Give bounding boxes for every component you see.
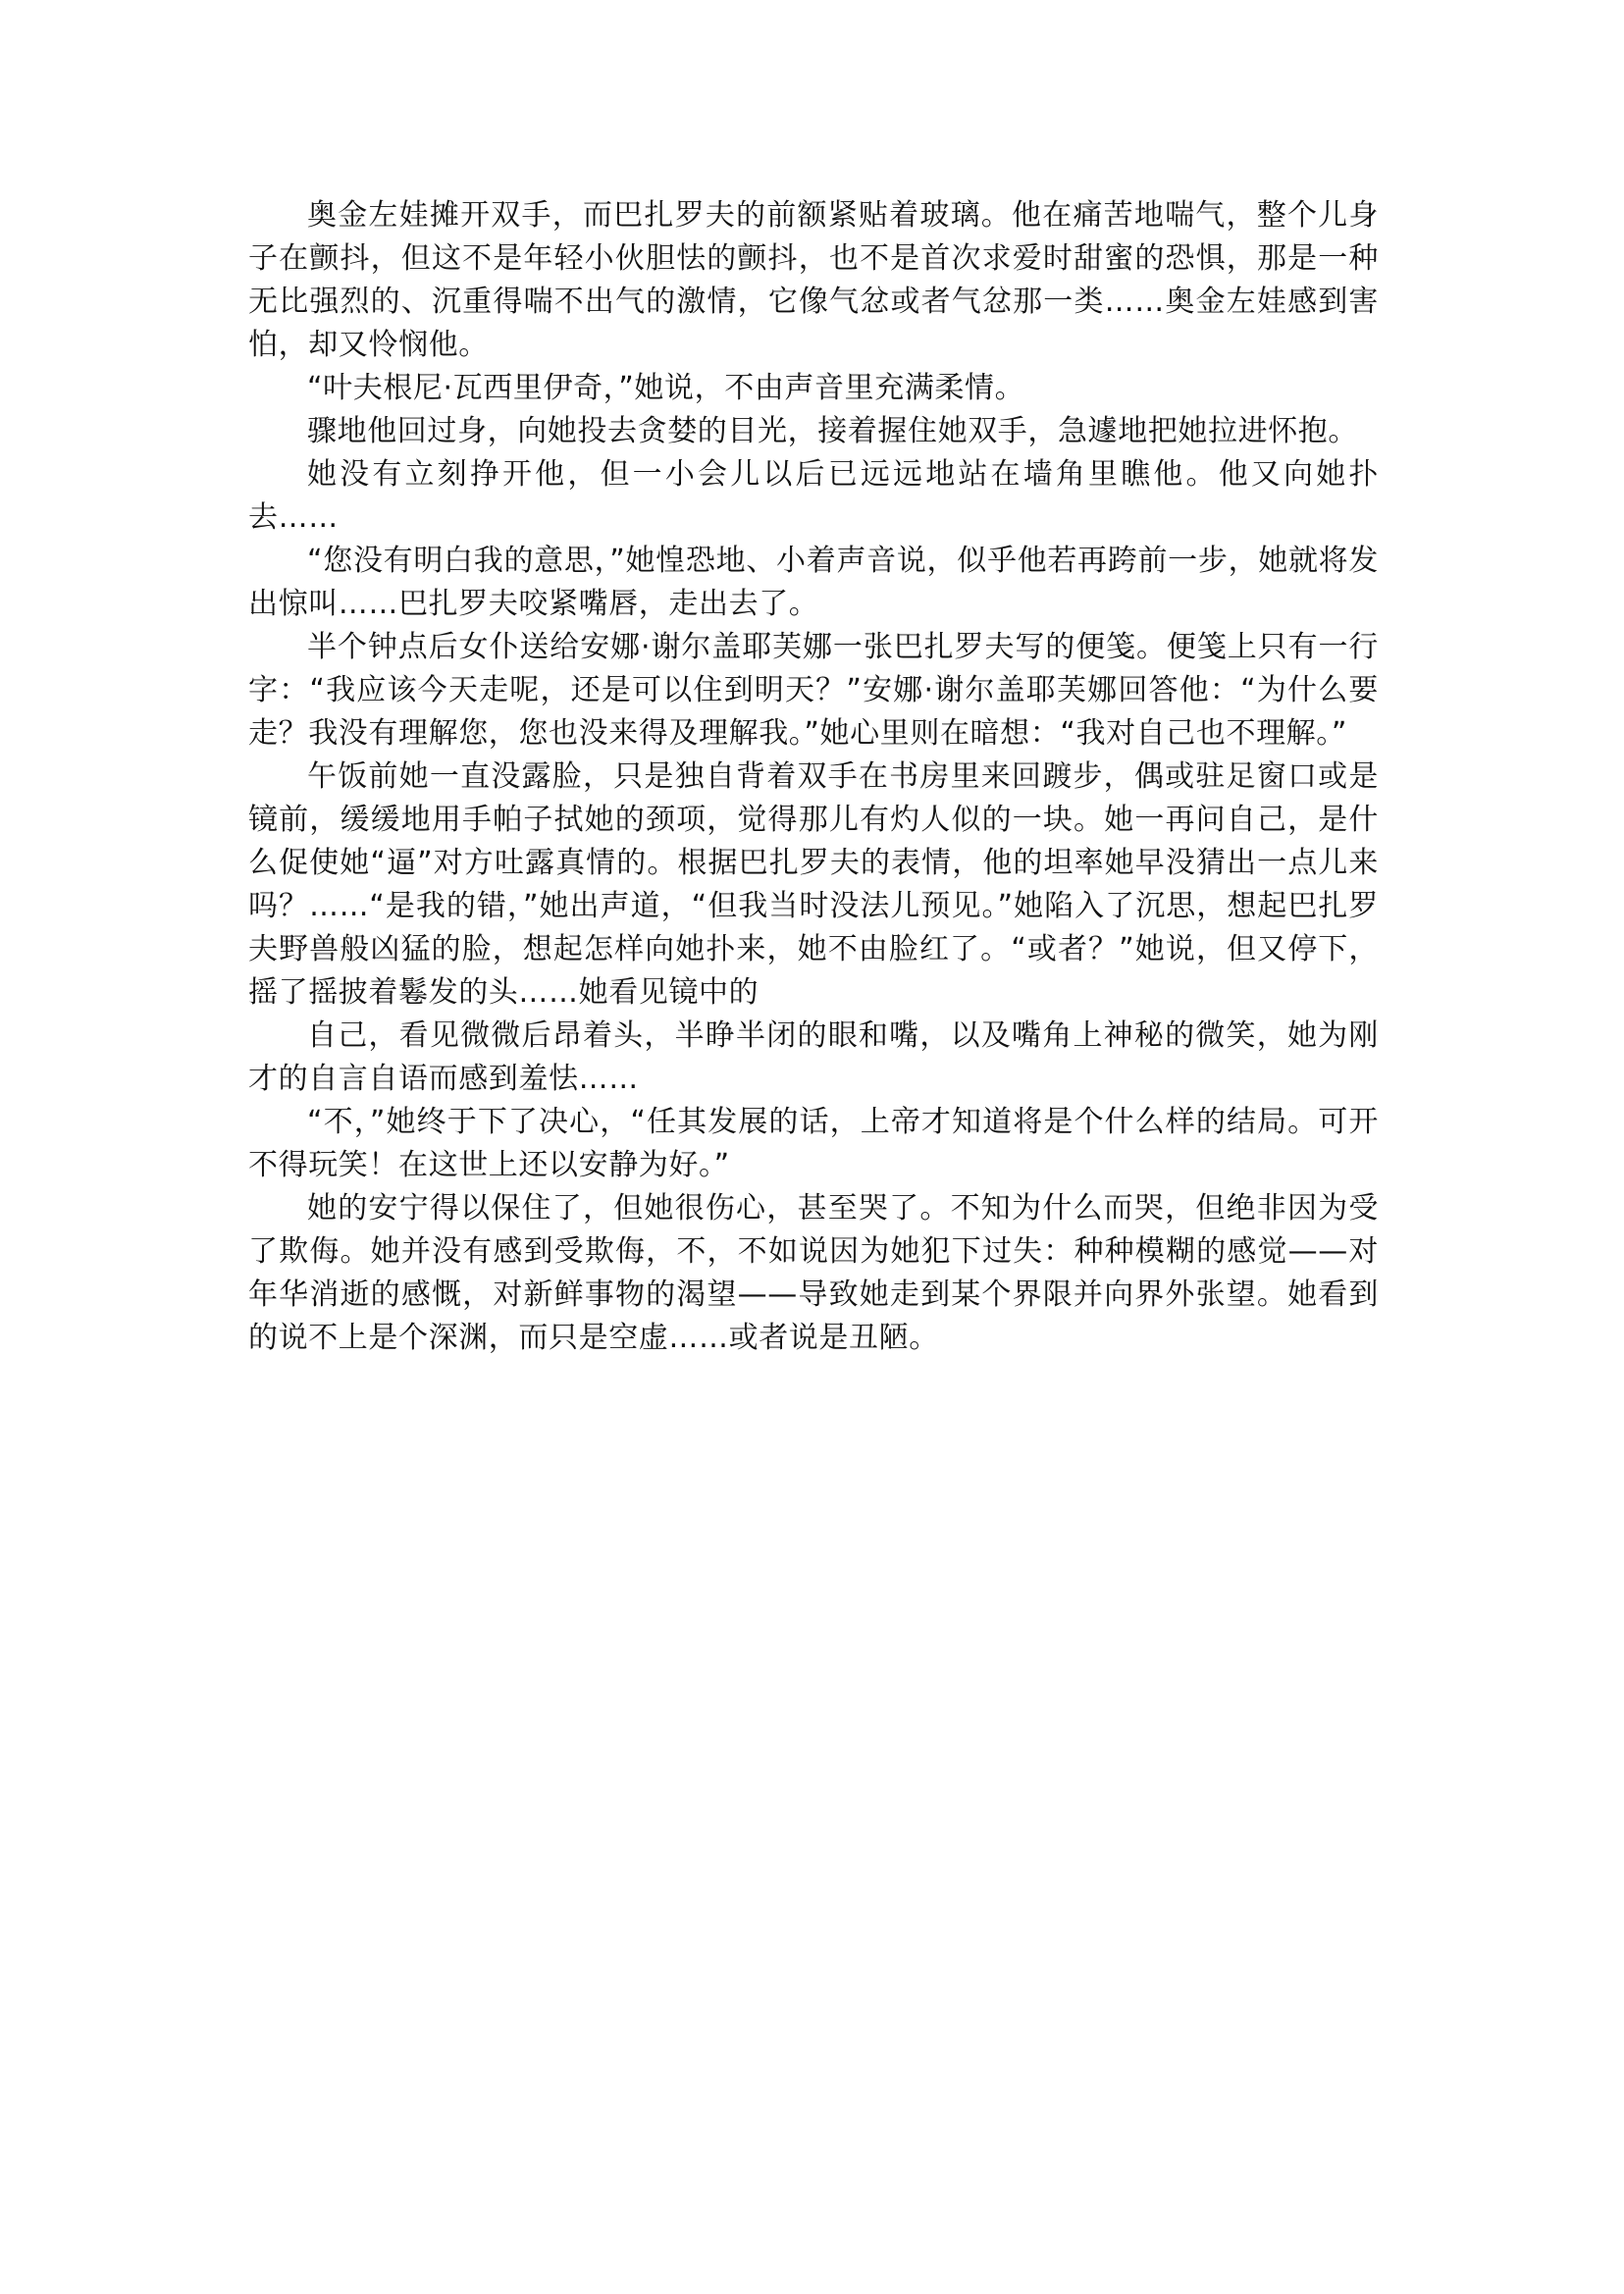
paragraph: 她的安宁得以保住了，但她很伤心，甚至哭了。不知为什么而哭，但绝非因为受了欺侮。她并没有感到受欺侮，不，不如说因为她犯下过失：种种模糊的感觉——对年华消逝的感慨，对新鲜事物的渴望——导致她走到某个界限并向界外张望。她看到的说不上是个深渊，而只是空虚……或者说是丑陋。 xyxy=(248,1191,1379,1355)
paragraph: “不，”她终于下了决心，“任其发展的话，上帝才知道将是个什么样的结局。可开不得玩笑！在这世上还以安静为好。” xyxy=(248,1105,1379,1182)
paragraph: 半个钟点后女仆送给安娜·谢尔盖耶芙娜一张巴扎罗夫写的便笺。便笺上只有一行字：“我应该今天走呢，还是可以住到明天？”安娜·谢尔盖耶芙娜回答他：“为什么要走？我没有理解您，您也没来得及理解我。”她心里则在暗想：“我对自己也不理解。” xyxy=(248,630,1379,751)
paragraph: 她没有立刻挣开他，但一小会儿以后已远远地站在墙角里瞧他。他又向她扑去…… xyxy=(248,457,1379,535)
paragraph: 自己，看见微微后昂着头，半睁半闭的眼和嘴，以及嘴角上神秘的微笑，她为刚才的自言自语而感到羞怯…… xyxy=(248,1018,1379,1096)
paragraph: 奥金左娃摊开双手，而巴扎罗夫的前额紧贴着玻璃。他在痛苦地喘气，整个儿身子在颤抖，但这不是年轻小伙胆怯的颤抖，也不是首次求爱时甜蜜的恐惧，那是一种无比强烈的、沉重得喘不出气的激情，它像气忿或者气忿那一类……奥金左娃感到害怕，却又怜悯他。 xyxy=(248,198,1379,362)
paragraph: 骤地他回过身，向她投去贪婪的目光，接着握住她双手，急遽地把她拉进怀抱。 xyxy=(307,414,1358,448)
paragraph: “您没有明白我的意思，”她惶恐地、小着声音说，似乎他若再跨前一步，她就将发出惊叫……巴扎罗夫咬紧嘴唇，走出去了。 xyxy=(248,544,1379,621)
paragraph: “叶夫根尼·瓦西里伊奇，”她说，不由声音里充满柔情。 xyxy=(307,371,1025,405)
paragraph: 午饭前她一直没露脸，只是独自背着双手在书房里来回踱步，偶或驻足窗口或是镜前，缓缓地用手帕子拭她的颈项，觉得那儿有灼人似的一块。她一再问自己，是什么促使她“逼”对方吐露真情的。根据巴扎罗夫的表情，他的坦率她早没猜出一点儿来吗？……“是我的错，”她出声道，“但我当时没法儿预见。”她陷入了沉思，想起巴扎罗夫野兽般凶猛的脸，想起怎样向她扑来，她不由脸红了。“或者？”她说，但又停下，摇了摇披着鬈发的头……她看见镜中的 xyxy=(248,759,1379,1010)
body-text xyxy=(248,194,1379,1360)
